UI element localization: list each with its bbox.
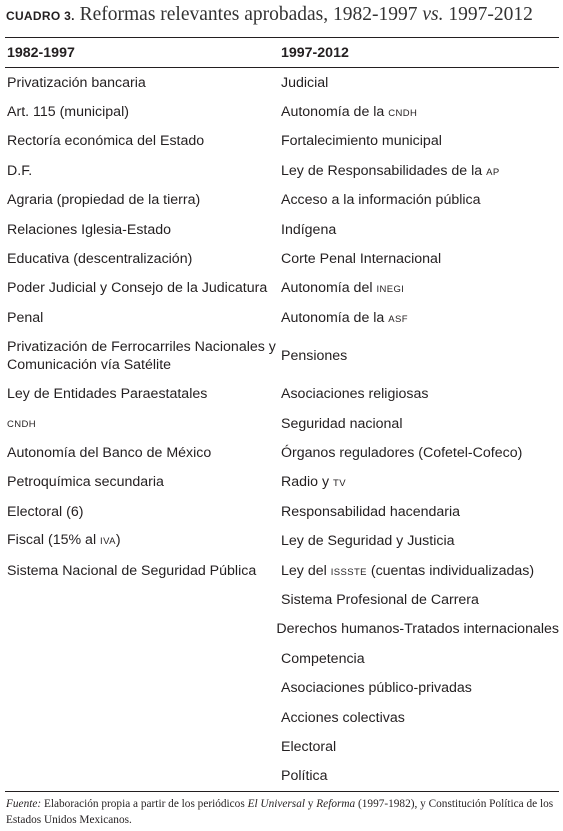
reform-1997-2012-cell bbox=[281, 592, 559, 608]
caption-text-before: Reformas relevantes aprobadas, 1982-1997 bbox=[79, 4, 418, 25]
reform-1982-1997-cell bbox=[5, 132, 281, 150]
table-row bbox=[5, 409, 559, 438]
reform-1982-1997-cell bbox=[5, 279, 281, 297]
reform-1982-1997-cell bbox=[5, 531, 281, 551]
table-body bbox=[5, 68, 559, 791]
footnote-text-1: Elaboración propia a partir de los periódicos bbox=[41, 798, 248, 810]
cell-text: TV bbox=[333, 478, 346, 490]
reform-1997-2012-cell bbox=[281, 163, 559, 179]
reform-1997-2012-cell bbox=[281, 75, 559, 91]
reform-1997-2012-cell bbox=[281, 739, 559, 755]
table-header-row bbox=[5, 38, 559, 68]
cell-text: Electoral (6) bbox=[7, 503, 84, 520]
table-row bbox=[5, 703, 559, 732]
cell-text: ASF bbox=[388, 313, 408, 325]
table-row bbox=[5, 585, 559, 614]
cell-text: Sistema Nacional de Seguridad Pública bbox=[7, 562, 257, 579]
cell-text: Derechos humanos-Tratados internacionales bbox=[276, 621, 559, 638]
table-row bbox=[5, 156, 559, 185]
cell-text: Art. 115 (municipal) bbox=[7, 104, 129, 121]
reform-1982-1997-cell bbox=[5, 385, 281, 403]
cell-text: Acciones colectivas bbox=[281, 709, 405, 726]
cell-text: Indígena bbox=[281, 221, 337, 238]
reform-1997-2012-cell bbox=[281, 533, 559, 549]
table-row bbox=[5, 127, 559, 156]
reform-1982-1997-cell bbox=[5, 103, 281, 121]
cell-text: D.F. bbox=[7, 162, 33, 179]
reform-1982-1997-cell bbox=[5, 162, 281, 180]
table-row bbox=[5, 380, 559, 409]
reform-1982-1997-cell bbox=[5, 414, 281, 434]
cell-text: IVA bbox=[100, 536, 116, 548]
table-row bbox=[5, 438, 559, 467]
cell-text: Autonomía del Banco de México bbox=[7, 444, 212, 461]
reform-1997-2012-cell bbox=[281, 192, 559, 208]
reform-1997-2012-cell bbox=[281, 348, 559, 364]
cell-text: Privatización bancaria bbox=[7, 74, 146, 91]
cell-text: Autonomía de la bbox=[281, 309, 389, 326]
cell-text: AP bbox=[486, 166, 500, 178]
reform-1997-2012-cell bbox=[281, 386, 559, 402]
table-caption bbox=[6, 4, 533, 26]
reform-1997-2012-cell bbox=[281, 133, 559, 149]
footnote-text-3: (1997-1982), y Constitución Política de los Estados Unidos Mexicanos. bbox=[6, 798, 554, 826]
reform-1997-2012-cell bbox=[281, 222, 559, 238]
table-row bbox=[5, 644, 559, 673]
cell-text: CNDH bbox=[388, 108, 418, 120]
cell-text: Competencia bbox=[281, 650, 365, 667]
table-row bbox=[5, 497, 559, 526]
table-row bbox=[5, 303, 559, 332]
table-row bbox=[5, 762, 559, 791]
cell-text: INEGI bbox=[376, 284, 405, 296]
table-row bbox=[5, 526, 559, 555]
table-row bbox=[5, 333, 559, 380]
reforms-table bbox=[5, 37, 559, 792]
cell-text: Educativa (descentralización) bbox=[7, 251, 193, 268]
reform-1997-2012-cell bbox=[281, 445, 559, 461]
cell-text: Corte Penal Internacional bbox=[281, 251, 442, 268]
cell-text: Autonomía del bbox=[281, 280, 377, 297]
cell-text: Órganos reguladores (Cofetel-Cofeco) bbox=[281, 444, 523, 461]
reform-1997-2012-cell bbox=[281, 416, 559, 432]
column-header-1997-2012: 1997-2012 bbox=[281, 44, 349, 61]
cell-text: Electoral bbox=[281, 738, 337, 755]
table-row bbox=[5, 468, 559, 497]
cell-text: (cuentas individualizadas) bbox=[366, 562, 535, 579]
cell-text: Relaciones Iglesia-Estado bbox=[7, 221, 172, 238]
reform-1997-2012-cell bbox=[281, 651, 559, 667]
cell-text: Asociaciones público-privadas bbox=[281, 680, 472, 697]
table-row bbox=[5, 673, 559, 702]
cell-text: Política bbox=[281, 768, 328, 785]
reform-1982-1997-cell bbox=[5, 191, 281, 209]
table-row bbox=[5, 615, 559, 644]
reform-1997-2012-cell bbox=[281, 474, 559, 490]
reform-1997-2012-cell bbox=[281, 310, 559, 326]
cell-text: Penal bbox=[7, 309, 44, 326]
reform-1982-1997-cell bbox=[5, 309, 281, 327]
table-row bbox=[5, 274, 559, 303]
cell-text: Ley del bbox=[281, 562, 331, 579]
footnote-newspaper-2: Reforma bbox=[316, 798, 356, 810]
cell-text: ISSSTE bbox=[330, 566, 367, 578]
table-row bbox=[5, 556, 559, 585]
reform-1997-2012-cell bbox=[281, 504, 559, 520]
reform-1997-2012-cell bbox=[281, 563, 559, 579]
footnote-text-2: y bbox=[304, 798, 317, 810]
cell-text: Responsabilidad hacendaria bbox=[281, 503, 461, 520]
caption-label: CUADRO 3. bbox=[6, 9, 75, 23]
cell-text: Rectoría económica del Estado bbox=[7, 133, 205, 150]
reform-1997-2012-cell bbox=[281, 710, 559, 726]
caption-vs: vs. bbox=[422, 4, 444, 25]
reform-1997-2012-cell bbox=[281, 280, 559, 296]
caption-text-after: 1997-2012 bbox=[448, 4, 533, 25]
cell-text: Ley de Responsabilidades de la bbox=[281, 162, 487, 179]
reform-1982-1997-cell bbox=[5, 250, 281, 268]
cell-text: Ley de Entidades Paraestatales bbox=[7, 386, 208, 403]
reform-1997-2012-cell bbox=[281, 680, 559, 696]
cell-text: Privatización de Ferrocarriles Nacionales y Comunicación vía Satélite bbox=[7, 339, 276, 374]
cell-text: Acceso a la información pública bbox=[281, 192, 481, 209]
cell-text: Asociaciones religiosas bbox=[281, 386, 429, 403]
cell-text: ) bbox=[115, 532, 121, 549]
table-row bbox=[5, 97, 559, 126]
reform-1982-1997-cell bbox=[5, 74, 281, 92]
reform-1982-1997-cell bbox=[5, 503, 281, 521]
reform-1982-1997-cell bbox=[5, 562, 281, 580]
cell-text: Seguridad nacional bbox=[281, 415, 403, 432]
reform-1982-1997-cell bbox=[5, 473, 281, 491]
table-row bbox=[5, 186, 559, 215]
cell-text: Agraria (propiedad de la tierra) bbox=[7, 192, 201, 209]
reform-1997-2012-cell bbox=[281, 104, 559, 120]
reform-1997-2012-cell bbox=[276, 621, 559, 637]
cell-text: CNDH bbox=[7, 418, 37, 430]
cell-text: Petroquímica secundaria bbox=[7, 474, 164, 491]
cell-text: Pensiones bbox=[281, 348, 348, 365]
reform-1997-2012-cell bbox=[281, 768, 559, 784]
table-row bbox=[5, 244, 559, 273]
cell-text: Judicial bbox=[281, 74, 329, 91]
source-footnote bbox=[6, 796, 558, 828]
footnote-label: Fuente: bbox=[6, 798, 42, 810]
reform-1997-2012-cell bbox=[281, 251, 559, 267]
reform-1982-1997-cell bbox=[5, 444, 281, 462]
table-row bbox=[5, 732, 559, 761]
cell-text: Ley de Seguridad y Justicia bbox=[281, 533, 455, 550]
cell-text: Poder Judicial y Consejo de la Judicatura bbox=[7, 280, 268, 297]
cell-text: Fiscal (15% al bbox=[7, 532, 101, 549]
cell-text: Autonomía de la bbox=[281, 104, 389, 121]
reform-1982-1997-cell bbox=[5, 338, 281, 374]
column-header-1982-1997: 1982-1997 bbox=[7, 44, 75, 61]
table-row bbox=[5, 68, 559, 97]
table-row bbox=[5, 215, 559, 244]
cell-text: Radio y bbox=[281, 474, 334, 491]
footnote-newspaper-1: El Universal bbox=[247, 798, 305, 810]
cell-text: Sistema Profesional de Carrera bbox=[281, 591, 479, 608]
reform-1982-1997-cell bbox=[5, 221, 281, 239]
cell-text: Fortalecimiento municipal bbox=[281, 133, 442, 150]
